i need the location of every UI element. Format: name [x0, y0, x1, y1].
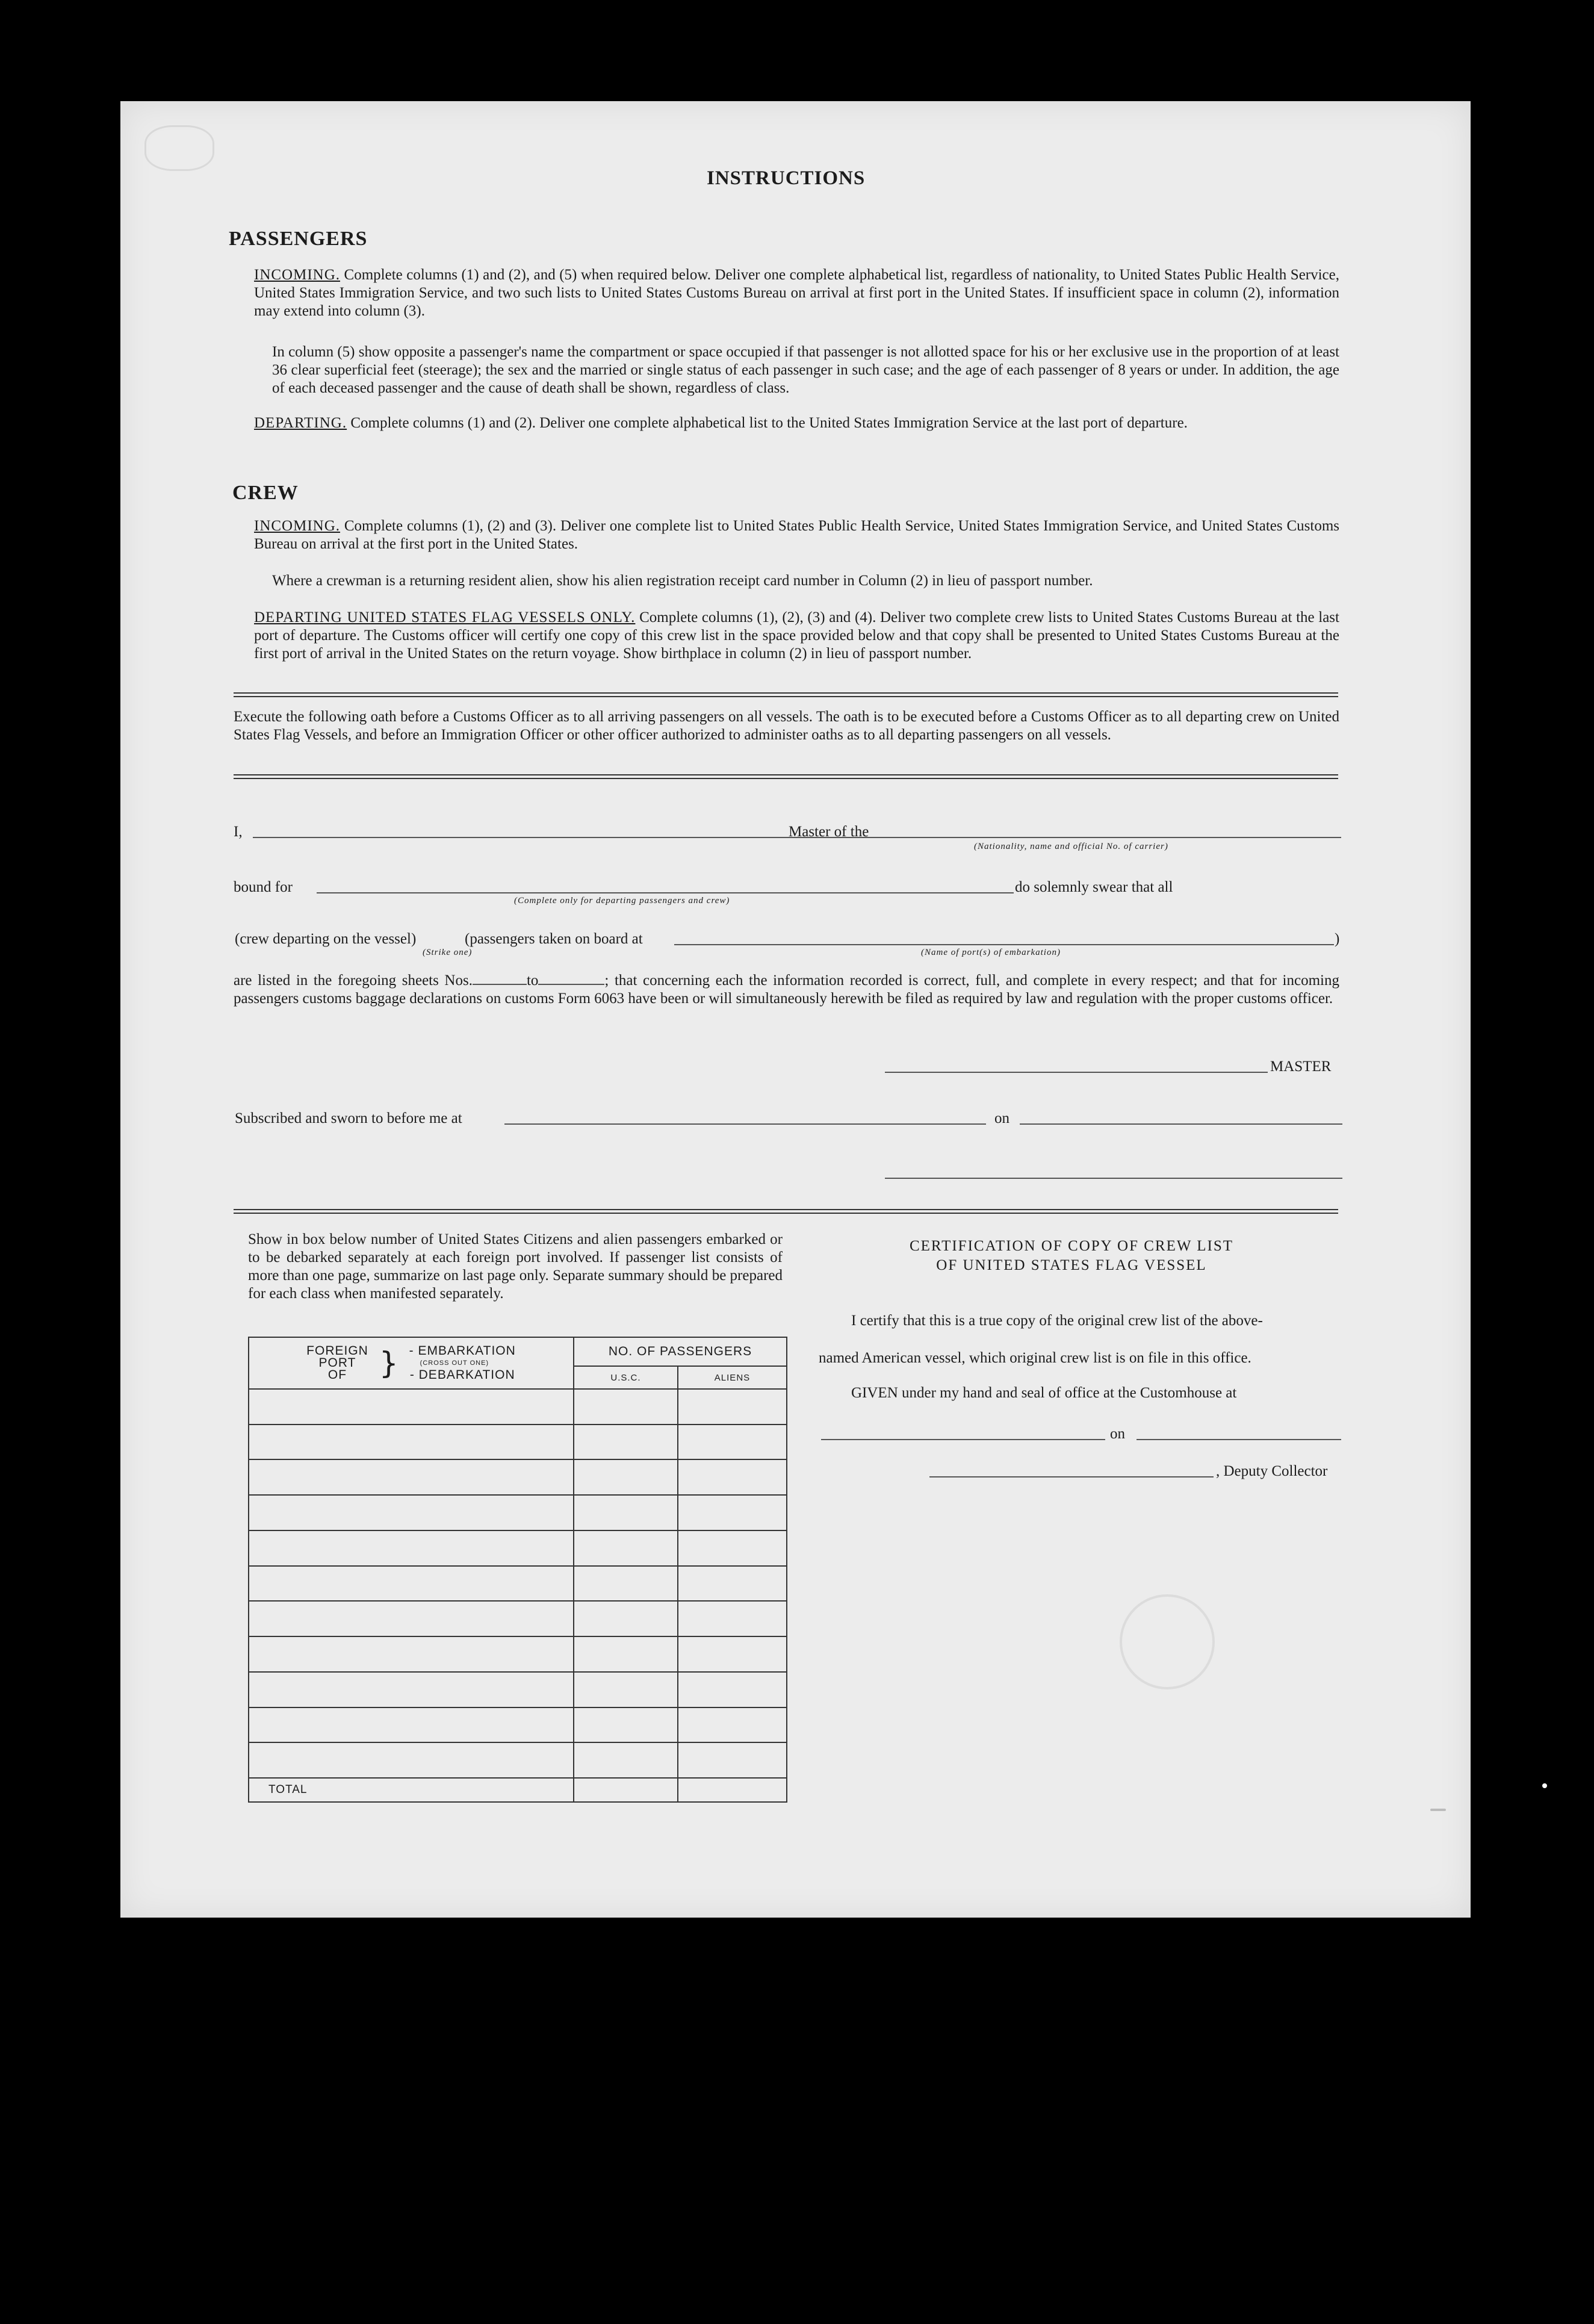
sheets-to-label: to	[526, 972, 539, 989]
foreign-port-of-label: FOREIGN PORT OF	[306, 1344, 368, 1382]
total-aliens-cell[interactable]	[678, 1778, 787, 1802]
certification-on-label: on	[1110, 1426, 1125, 1442]
usc-cell[interactable]	[574, 1672, 678, 1707]
port-cell[interactable]	[249, 1742, 574, 1778]
caption-nationality: (Nationality, name and official No. of carrier)	[974, 842, 1168, 851]
crew-incoming-paragraph	[254, 517, 1339, 553]
certification-text-1: I certify that this is a true copy of the original crew list of the above-	[851, 1313, 1263, 1329]
port-cell[interactable]	[249, 1425, 574, 1460]
sheets-text-b: ; that concerning each the information recorded is correct, full, and complete in every respect; and that for incoming passengers customs baggage declarations on customs Form 6063 have been or will simultaneously herewith be filed as required by law and regulation with the proper customs officer.	[234, 972, 1339, 1007]
officer-signature-field[interactable]	[885, 1178, 1342, 1179]
port-header-cell	[249, 1337, 574, 1389]
usc-cell[interactable]	[574, 1530, 678, 1566]
document-page	[120, 101, 1471, 1918]
usc-cell[interactable]	[574, 1601, 678, 1636]
usc-cell[interactable]	[574, 1707, 678, 1743]
passengers-incoming-paragraph	[254, 266, 1339, 320]
passengers-departing-paragraph	[254, 414, 1339, 432]
certification-title-line1: CERTIFICATION OF COPY OF CREW LIST	[909, 1238, 1234, 1254]
aliens-cell[interactable]	[678, 1601, 787, 1636]
port-cell[interactable]	[249, 1672, 574, 1707]
debarkation-option[interactable]: - DEBARKATION	[409, 1368, 515, 1382]
sheets-from-field[interactable]	[473, 972, 527, 985]
sheets-paragraph	[234, 972, 1339, 1008]
summary-row	[249, 1636, 787, 1672]
carrier-field[interactable]	[885, 837, 1341, 838]
embarkation-option[interactable]: - EMBARKATION	[409, 1344, 516, 1358]
aliens-cell[interactable]	[678, 1530, 787, 1566]
oath-instructions: Execute the following oath before a Customs Officer as to all arriving passengers on all vessels. The oath is to be executed before a Customs Officer as to all departing crew on United States Flag Vessels, and before an Immigration Officer or other officer authorized to administer oaths as to all departing passengers on all vessels.	[234, 709, 1339, 743]
port-cell[interactable]	[249, 1566, 574, 1602]
summary-row	[249, 1672, 787, 1707]
passengers-taken-option[interactable]: (passengers taken on board at	[465, 931, 643, 947]
summary-row	[249, 1389, 787, 1425]
port-cell[interactable]	[249, 1601, 574, 1636]
port-cell[interactable]	[249, 1636, 574, 1672]
bleed-through-seal	[1120, 1594, 1215, 1689]
passengers-heading: PASSENGERS	[229, 228, 368, 250]
no-of-passengers-header: NO. OF PASSENGERS	[574, 1337, 787, 1366]
aliens-cell[interactable]	[678, 1495, 787, 1530]
crew-departing-text: Complete columns (1), (2), (3) and (4). Deliver two complete crew lists to United States Customs Bureau at the last port of departure. The Customs officer will certify one copy of this crew list in the space provided below and that copy shall be presented to United States Customs Bureau at the first port of arrival in the United States on the return voyage. Show birthplace in column (2) in lieu of passport number.	[254, 609, 1339, 662]
sworn-on-label: on	[994, 1110, 1009, 1126]
section-divider	[234, 692, 1338, 697]
certification-date-field[interactable]	[1137, 1439, 1341, 1440]
summary-row	[249, 1425, 787, 1460]
deputy-signature-field[interactable]	[929, 1476, 1214, 1477]
total-usc-cell[interactable]	[574, 1778, 678, 1802]
embarkation-port-field[interactable]	[674, 944, 1334, 945]
swear-label: do solemnly swear that all	[1015, 879, 1173, 895]
summary-row	[249, 1459, 787, 1495]
passengers-departing-text: Complete columns (1) and (2). Deliver one complete alphabetical list to the United States Immigration Service at the last port of departure.	[347, 415, 1188, 431]
sheets-to-field[interactable]	[538, 972, 604, 985]
certification-text-2: named American vessel, which original crew list is on file in this office.	[819, 1350, 1251, 1366]
master-signature-field[interactable]	[885, 1072, 1268, 1073]
bleed-through-mark	[144, 125, 214, 171]
aliens-cell[interactable]	[678, 1672, 787, 1707]
caption-port-embarkation: (Name of port(s) of embarkation)	[921, 948, 1061, 957]
section-divider	[234, 1209, 1338, 1214]
port-cell[interactable]	[249, 1530, 574, 1566]
bound-for-field[interactable]	[317, 892, 1014, 893]
passengers-departing-lead: DEPARTING.	[254, 415, 347, 431]
certification-text-3: GIVEN under my hand and seal of office at the Customhouse at	[851, 1385, 1237, 1401]
aliens-cell[interactable]	[678, 1425, 787, 1460]
aliens-cell[interactable]	[678, 1566, 787, 1602]
usc-header: U.S.C.	[574, 1366, 678, 1389]
sheets-text-a: are listed in the foregoing sheets Nos.	[234, 972, 473, 989]
sworn-date-field[interactable]	[1020, 1123, 1342, 1125]
summary-row	[249, 1707, 787, 1743]
port-cell[interactable]	[249, 1389, 574, 1425]
sworn-place-field[interactable]	[504, 1123, 986, 1125]
bound-for-label: bound for	[234, 879, 293, 895]
cross-out-one-label: (CROSS OUT ONE)	[420, 1359, 489, 1367]
summary-row	[249, 1742, 787, 1778]
crew-departing-paragraph	[254, 609, 1339, 663]
total-label: TOTAL	[249, 1778, 574, 1802]
deputy-collector-label: , Deputy Collector	[1216, 1463, 1328, 1479]
aliens-cell[interactable]	[678, 1389, 787, 1425]
master-of-the-label: Master of the	[789, 824, 869, 840]
oath-i-label: I,	[234, 824, 243, 840]
summary-row	[249, 1566, 787, 1602]
section-divider	[234, 774, 1338, 779]
aliens-cell[interactable]	[678, 1742, 787, 1778]
port-cell[interactable]	[249, 1459, 574, 1495]
scan-speck	[1430, 1809, 1446, 1811]
certification-title-line2: OF UNITED STATES FLAG VESSEL	[936, 1257, 1207, 1273]
usc-cell[interactable]	[574, 1742, 678, 1778]
aliens-header: ALIENS	[678, 1366, 787, 1389]
usc-cell[interactable]	[574, 1636, 678, 1672]
summary-instructions: Show in box below number of United States Citizens and alien passengers embarked or to be debarked separately at each foreign port involved. If passenger list consists of more than one page, summarize on last page only. Separate summary should be prepared for each class when manifested separately.	[248, 1231, 783, 1302]
page-title: INSTRUCTIONS	[707, 167, 866, 189]
usc-cell[interactable]	[574, 1425, 678, 1460]
crew-incoming-lead: INCOMING.	[254, 518, 341, 534]
master-label: MASTER	[1270, 1058, 1332, 1075]
usc-cell[interactable]	[574, 1566, 678, 1602]
aliens-cell[interactable]	[678, 1459, 787, 1495]
passenger-summary-table	[248, 1337, 787, 1803]
usc-cell[interactable]	[574, 1459, 678, 1495]
crew-incoming-text: Complete columns (1), (2) and (3). Deliver one complete list to United States Public Health Service, United States Immigration Service, and United States Customs Bureau on arrival at the first port in the United States.	[254, 518, 1339, 552]
passengers-incoming-text: Complete columns (1) and (2), and (5) when required below. Deliver one complete alphabetical list, regardless of nationality, to United States Public Health Service, United States Immigration Service, and two such lists to United States Customs Bureau on arrival at first port in the United States. If insufficient space in column (2), information may extend into column (3).	[254, 267, 1339, 319]
customhouse-field[interactable]	[821, 1439, 1105, 1440]
caption-complete-only: (Complete only for departing passengers and crew)	[514, 896, 730, 906]
caption-strike-one: (Strike one)	[423, 948, 473, 957]
port-cell[interactable]	[249, 1495, 574, 1530]
scan-speck	[1542, 1783, 1547, 1788]
crew-departing-option[interactable]: (crew departing on the vessel)	[235, 931, 417, 947]
summary-row	[249, 1530, 787, 1566]
passengers-incoming-lead: INCOMING.	[254, 267, 341, 283]
close-paren: )	[1335, 931, 1340, 947]
aliens-cell[interactable]	[678, 1636, 787, 1672]
passengers-column5-paragraph: In column (5) show opposite a passenger's name the compartment or space occupied if that passenger is not allotted space for his or her exclusive use in the proportion of at least 36 clear superficial feet (steerage); the sex and the married or single status of each passenger in such case; and the age of each passenger of 8 years or under. In addition, the age of each deceased passenger and the cause of death shall be shown, regardless of class.	[272, 344, 1339, 396]
usc-cell[interactable]	[574, 1495, 678, 1530]
crew-resident-paragraph: Where a crewman is a returning resident alien, show his alien registration receipt card number in Column (2) in lieu of passport number.	[272, 573, 1093, 589]
summary-row	[249, 1495, 787, 1530]
usc-cell[interactable]	[574, 1389, 678, 1425]
crew-heading: CREW	[232, 482, 299, 504]
port-cell[interactable]	[249, 1707, 574, 1743]
summary-row	[249, 1601, 787, 1636]
aliens-cell[interactable]	[678, 1707, 787, 1743]
brace-icon: }	[379, 1346, 398, 1381]
crew-departing-lead: DEPARTING UNITED STATES FLAG VESSELS ONLY.	[254, 609, 636, 626]
subscribed-label: Subscribed and sworn to before me at	[235, 1110, 462, 1126]
